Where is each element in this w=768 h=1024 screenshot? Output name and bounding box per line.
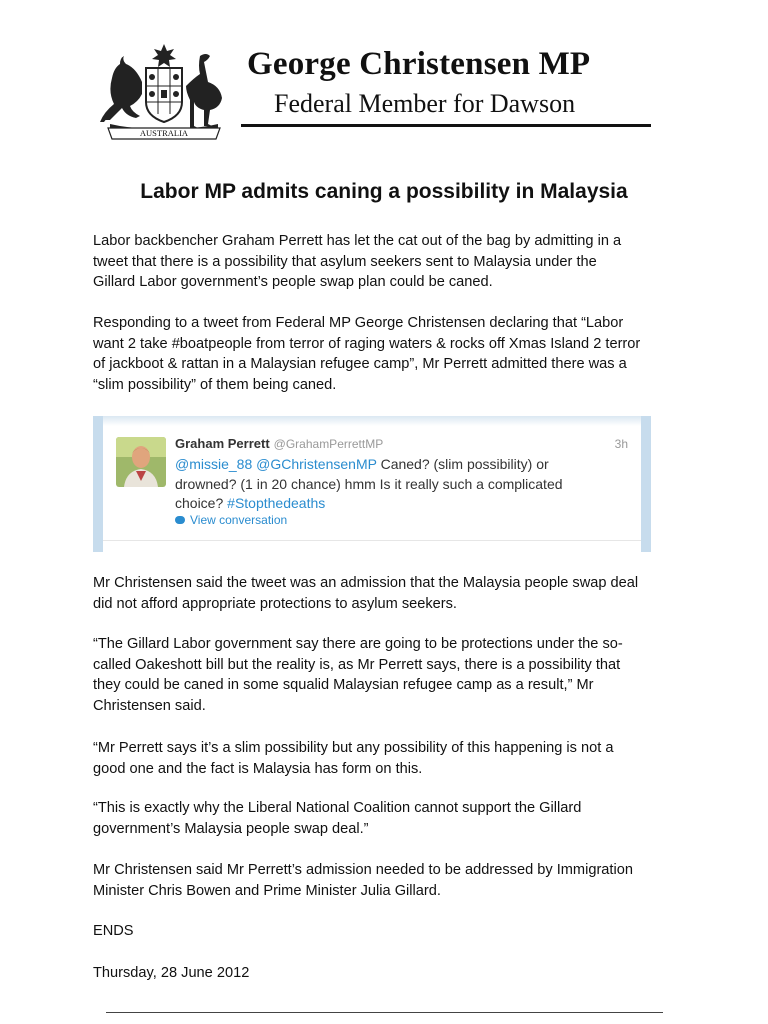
text-line: of jackboot & rattan in a Malaysian refugee camp”, Mr Perrett admitted there was a (93, 356, 627, 373)
release-date (93, 963, 683, 984)
hashtag-link[interactable]: #Stopthedeaths (227, 495, 326, 511)
coat-of-arms-logo (96, 42, 232, 140)
text-line: Gillard Labor government’s people swap plan could be caned. (93, 274, 493, 291)
paragraph-intro (93, 231, 683, 293)
text-line: Responding to a tweet from Federal MP George Christensen declaring that “Labor (93, 315, 624, 331)
text-line: called Oakeshott bill but the reality is, as Mr Perrett says, there is a possibility that (93, 656, 621, 673)
text-line: Minister Chris Bowen and Prime Minister Julia Gillard. (93, 882, 441, 899)
paragraph-admission (93, 573, 683, 614)
text-line: “This is exactly why the Liberal National Coalition cannot support the Gillard (93, 800, 582, 816)
press-release-title: Labor MP admits caning a possibility in Malaysia (140, 180, 628, 203)
tweet-avatar (116, 437, 166, 487)
paragraph-quote-1 (93, 634, 683, 716)
tweet-timestamp: 3h (614, 437, 628, 451)
text-line: they could be caned in some squalid Malaysian refugee camp as a result,” Mr (93, 677, 594, 694)
mention-link[interactable]: @GChristensenMP (256, 456, 377, 472)
tweet-author-name: Graham Perrett (175, 436, 270, 451)
text-line: Mr Christensen said Mr Perrett’s admission needed to be addressed by Immigration (93, 862, 633, 878)
view-conversation-label: View conversation (190, 513, 288, 527)
paragraph-quote-3 (93, 798, 683, 839)
text-line: did not afford appropriate protections to asylum seekers. (93, 595, 457, 612)
embedded-tweet (93, 416, 651, 552)
letterhead-name: George Christensen MP (247, 46, 591, 82)
tweet-divider (103, 540, 641, 541)
text-line: Labor backbencher Graham Perrett has let the cat out of the bag by admitting in a (93, 233, 622, 249)
text-line: government’s Malaysia people swap deal.” (93, 820, 369, 837)
text-line: good one and the fact is Malaysia has form on this. (93, 760, 423, 777)
tweet-handle: @GrahamPerrettMP (273, 437, 384, 451)
footer-rule (106, 1012, 663, 1013)
text-line: “The Gillard Labor government say there are going to be protections under the so- (93, 636, 623, 652)
letterhead-subtitle: Federal Member for Dawson (274, 89, 576, 118)
tweet-author (175, 436, 383, 451)
tweet-text (175, 455, 595, 514)
text-line: want 2 take #boatpeople from terror of raging waters & rocks off Xmas Island 2 terror (93, 335, 641, 352)
text-line: “Mr Perrett says it’s a slim possibility but any possibility of this happening is not a (93, 740, 614, 756)
tweet-text-line: Caned? (slim possibility) or (376, 456, 549, 472)
paragraph-quote-2 (93, 738, 683, 779)
text-line: Christensen said. (93, 697, 206, 714)
text-line: ENDS (93, 923, 134, 939)
text-line: “slim possibility” of them being caned. (93, 376, 337, 393)
text-line: Thursday, 28 June 2012 (93, 965, 250, 981)
text-line: Mr Christensen said the tweet was an admission that the Malaysia people swap deal (93, 575, 639, 591)
paragraph-response (93, 313, 683, 395)
speech-bubble-icon (175, 516, 185, 524)
ends-marker (93, 921, 683, 942)
view-conversation-link[interactable] (175, 513, 287, 527)
tweet-text-line: drowned? (1 in 20 chance) hmm Is it really such a complicated (175, 475, 563, 492)
paragraph-closing (93, 860, 683, 901)
text-line: tweet that there is a possibility that asylum seekers sent to Malaysia under the (93, 253, 597, 270)
tweet-text-line: choice? (175, 495, 228, 511)
crest-scroll-text: AUSTRALIA (139, 128, 189, 138)
letterhead-rule (241, 124, 651, 127)
mention-link[interactable]: @missie_88 (175, 456, 253, 472)
